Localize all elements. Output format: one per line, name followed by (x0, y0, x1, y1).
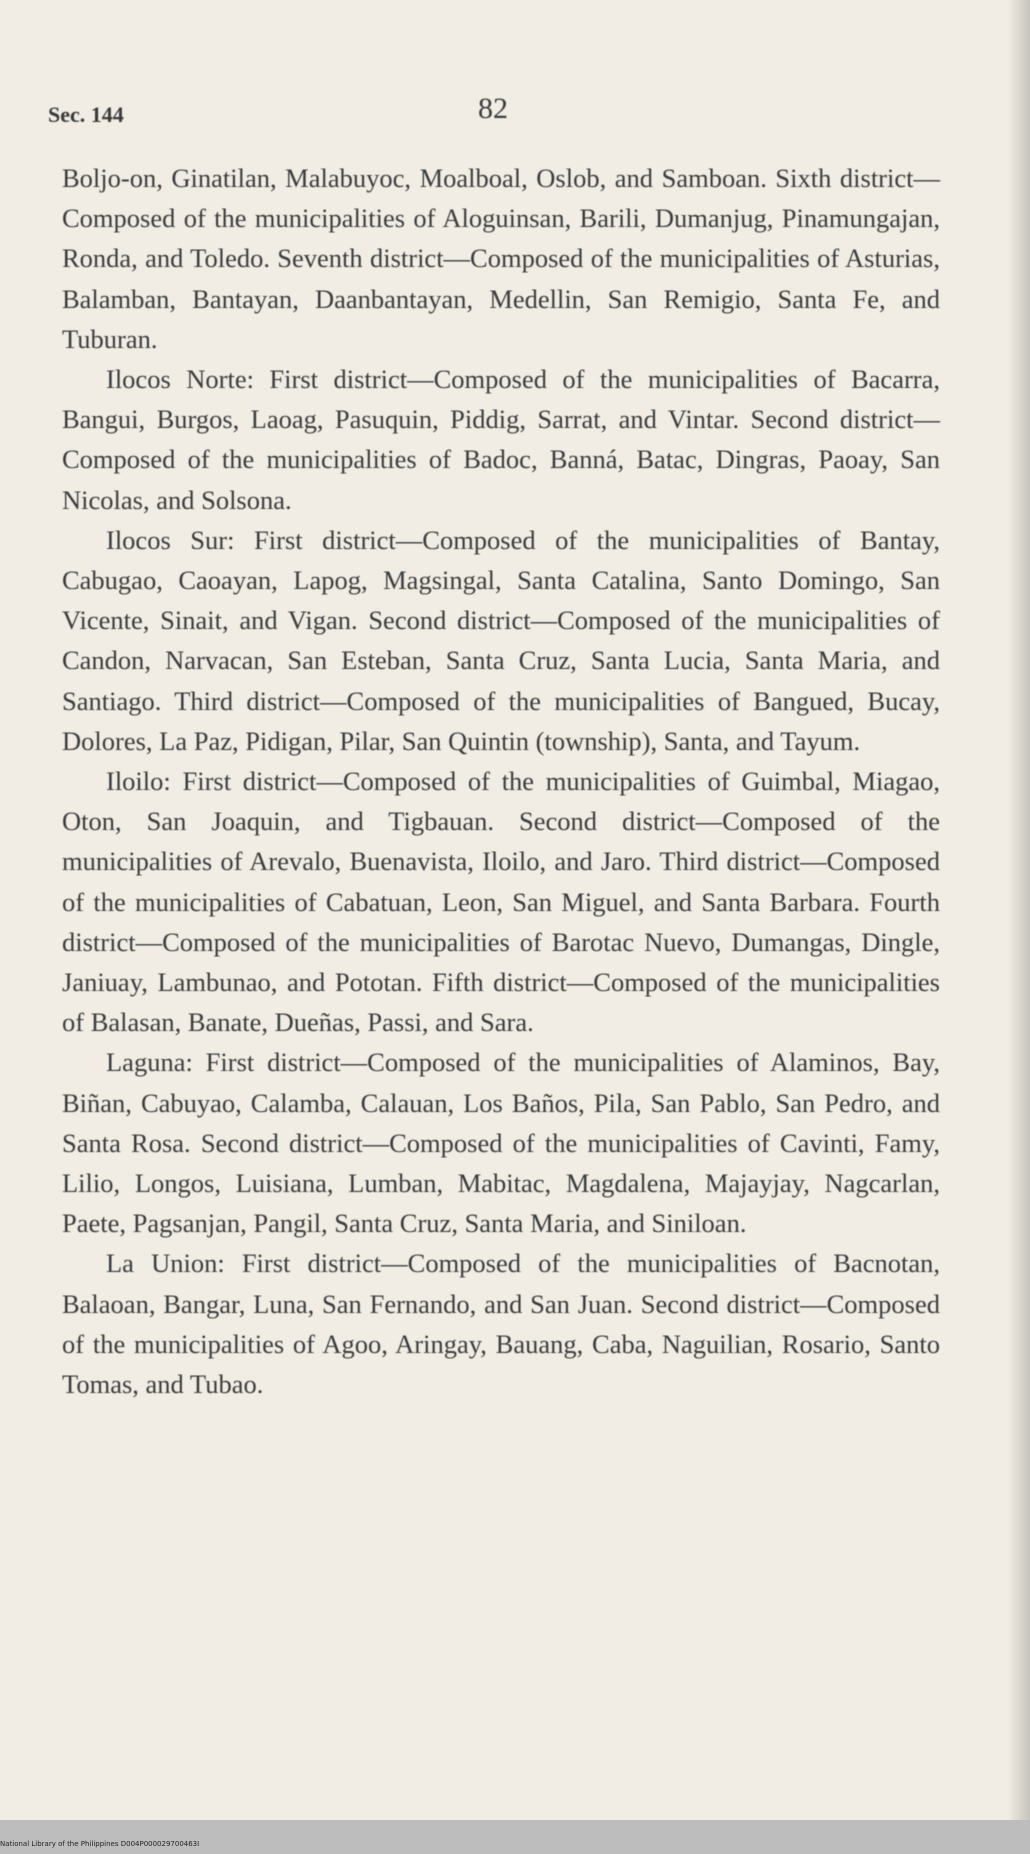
page-edge-shadow (1008, 0, 1030, 1820)
paragraph-ilocos-norte: Ilocos Norte: First district—Composed of the municipalities of Bacarra, Bangui, Burgos, Laoag, Pasuquin, Piddig, Sarrat, and Vintar. Second district—Composed of the municipalities of Badoc, Banná, Batac, Dingras, Paoay, San Nicolas, and Solsona. (62, 364, 940, 515)
scan-credit: National Library of the Philippines D004P000029700463I (0, 1840, 200, 1848)
paragraph-la-union: La Union: First district—Composed of the municipalities of Bacnotan, Balaoan, Bangar, Luna, San Fernando, and San Juan. Second district—Composed of the municipalities of Agoo, Aringay, Bauang, Caba, Naguilian, Rosario, Santo Tomas, and Tubao. (62, 1248, 940, 1400)
page-number: 82 (478, 92, 508, 125)
paragraph-iloilo: Iloilo: First district—Composed of the municipalities of Guimbal, Miagao, Oton, San Joaquin, and Tigbauan. Second district—Composed of the municipalities of Arevalo, Buenavista, Iloilo, and Jaro. Third district—Composed of the municipalities of Cabatuan, Leon, San Miguel, and Santa Barbara. Fourth district—Composed of the municipalities of Barotac Nuevo, Dumangas, Dingle, Janiuay, Lambunao, and Pototan. Fifth district—Composed of the municipalities of Balasan, Banate, Dueñas, Passi, and Sara. (62, 766, 940, 1038)
page-header (48, 92, 948, 132)
body-text (62, 158, 940, 1404)
section-label: Sec. 144 (48, 102, 124, 127)
paragraph-cebu-continued: Boljo-on, Ginatilan, Malabuyoc, Moalboal, Oslob, and Samboan. Sixth district—Composed of the municipalities of Aloguinsan, Barili, Dumanjug, Pinamungajan, Ronda, and Toledo. Seventh district—Composed of the municipalities of Asturias, Balamban, Bantayan, Daanbantayan, Medellin, San Remigio, Santa Fe, and Tuburan. (62, 163, 940, 354)
paragraph-ilocos-sur: Ilocos Sur: First district—Composed of the municipalities of Bantay, Cabugao, Caoayan, Lapog, Magsingal, Santa Catalina, Santo Domingo, San Vicente, Sinait, and Vigan. Second district—Composed of the municipalities of Candon, Narvacan, San Esteban, Santa Cruz, Santa Lucia, Santa Maria, and Santiago. Third district—Composed of the municipalities of Bangued, Bucay, Dolores, La Paz, Pidigan, Pilar, San Quintin (township), Santa, and Tayum. (62, 524, 940, 756)
paragraph-laguna: Laguna: First district—Composed of the municipalities of Alaminos, Bay, Biñan, Cabuyao, Calamba, Calauan, Los Baños, Pila, San Pablo, San Pedro, and Santa Rosa. Second district—Composed of the municipalities of Cavinti, Famy, Lilio, Longos, Luisiana, Lumban, Mabitac, Magdalena, Majayjay, Nagcarlan, Paete, Pagsanjan, Pangil, Santa Cruz, Santa Maria, and Siniloan. (62, 1047, 940, 1239)
